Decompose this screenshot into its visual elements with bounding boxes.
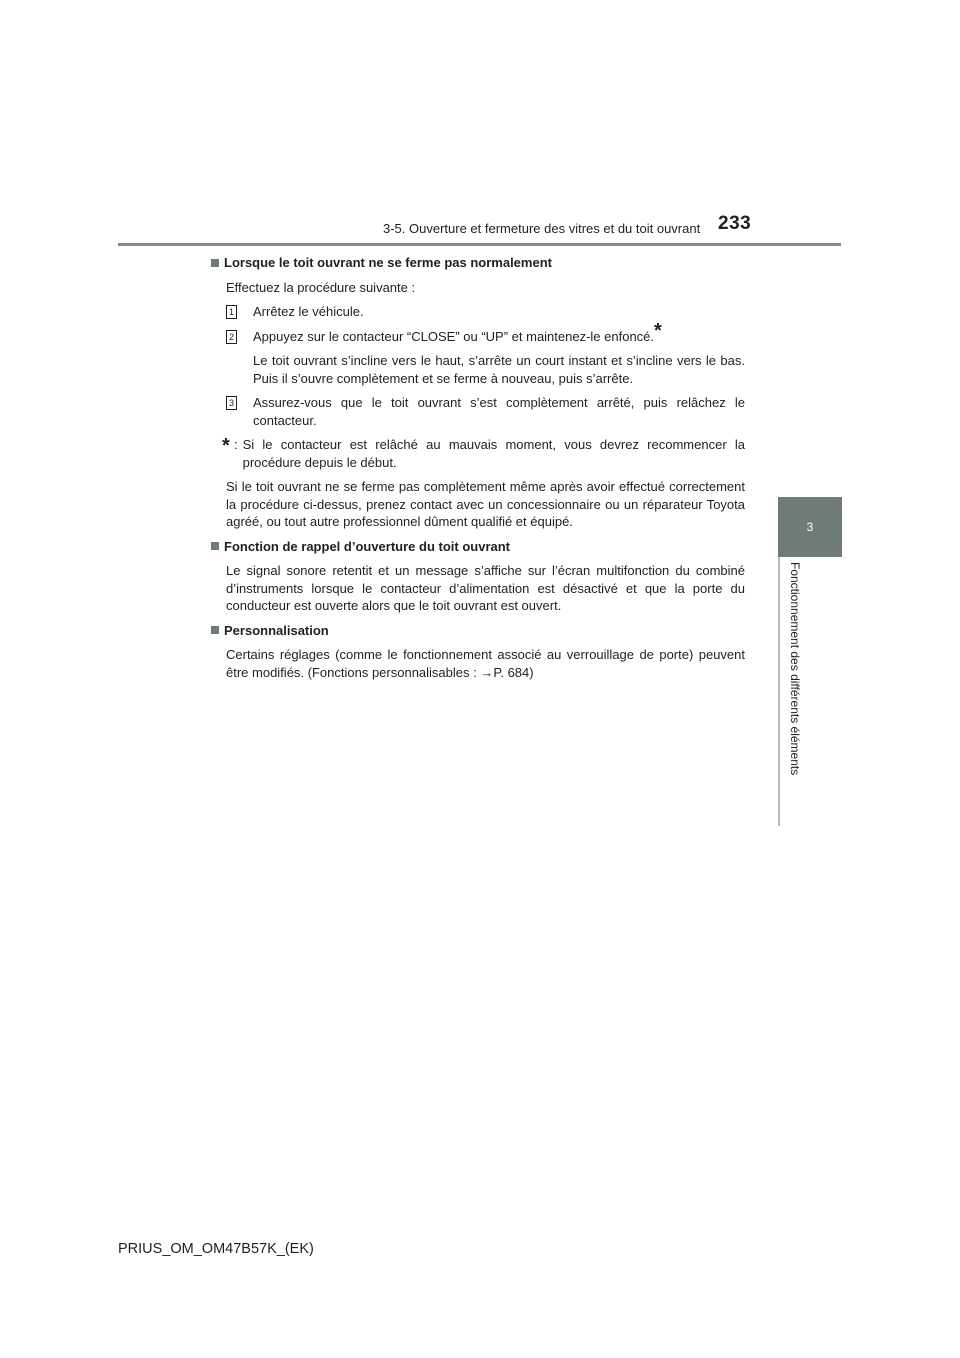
section-heading-abnormal-close bbox=[211, 254, 745, 272]
procedure-intro: Effectuez la procédure suivante : bbox=[226, 279, 416, 295]
asterisk-mark: * bbox=[654, 319, 662, 342]
chapter-number: 3 bbox=[806, 520, 814, 534]
customization-text: Certains réglages (comme le fonctionnement associé au verrouillage de porte) peuvent être modifiés. (Fonctions personnalisables : →P. 684) bbox=[226, 647, 745, 680]
step-number-box: 3 bbox=[226, 396, 237, 410]
footnote-asterisk: * bbox=[222, 435, 230, 457]
square-bullet-icon bbox=[211, 626, 219, 634]
footnote-separator: : bbox=[234, 437, 238, 452]
abnormal-close-body bbox=[211, 279, 745, 531]
heading-text: Lorsque le toit ouvrant ne se ferme pas normalement bbox=[224, 255, 552, 270]
section-heading-reminder bbox=[211, 538, 745, 556]
footnote-text: Si le contacteur est relâché au mauvais moment, vous devrez recommencer la procédure depuis le début. bbox=[242, 437, 745, 470]
reminder-body bbox=[211, 562, 745, 615]
document-code: PRIUS_OM_OM47B57K_(EK) bbox=[118, 1241, 314, 1257]
section-title: 3-5. Ouverture et fermeture des vitres et du toit ouvrant bbox=[383, 221, 701, 236]
step-1 bbox=[226, 303, 745, 321]
heading-text: Fonction de rappel d’ouverture du toit ouvrant bbox=[224, 538, 511, 554]
page-content bbox=[211, 254, 745, 688]
heading-text: Personnalisation bbox=[224, 622, 329, 638]
step-number-box: 2 bbox=[226, 330, 237, 344]
step-number-box: 1 bbox=[226, 305, 237, 319]
closing-paragraph: Si le toit ouvrant ne se ferme pas complètement même après avoir effectué correctement la procédure ci-dessus, prenez contact avec un concessionnaire ou un réparateur Toyota agréé, ou tout autre professionnel dûment qualifié et équipé. bbox=[226, 479, 745, 529]
step-text: Assurez-vous que le toit ouvrant s’est complètement arrêté, puis relâchez le contacteur. bbox=[253, 395, 745, 428]
step-text-wrap bbox=[253, 319, 745, 346]
square-bullet-icon bbox=[211, 259, 219, 267]
square-bullet-icon bbox=[211, 542, 219, 550]
footnote bbox=[222, 435, 745, 471]
step-text: Appuyez sur le contacteur “CLOSE” ou “UP” et maintenez-le enfoncé. bbox=[253, 328, 655, 344]
step-2 bbox=[226, 319, 745, 346]
step-text: Arrêtez le véhicule. bbox=[253, 304, 364, 319]
customization-body bbox=[211, 646, 745, 681]
reminder-text: Le signal sonore retentit et un message s’affiche sur l’écran multifonction du combiné d’instruments lorsque le contacteur d’alimentation est désactivé et que la porte du conducteur est ouverte alors que le toit ouvrant est ouvert. bbox=[226, 563, 745, 613]
chapter-title: Fonctionnement des différents éléments bbox=[788, 562, 802, 776]
page-number: 233 bbox=[718, 213, 752, 234]
chapter-tab-line bbox=[778, 557, 780, 826]
section-heading-customization bbox=[211, 622, 745, 640]
step-3 bbox=[226, 394, 745, 429]
step-2-detail: Le toit ouvrant s’incline vers le haut, s’arrête un court instant et s’incline vers le bas. Puis il s’ouvre complètement et se ferme à nouveau, puis s’arrête. bbox=[253, 353, 745, 386]
header-divider bbox=[118, 243, 841, 246]
